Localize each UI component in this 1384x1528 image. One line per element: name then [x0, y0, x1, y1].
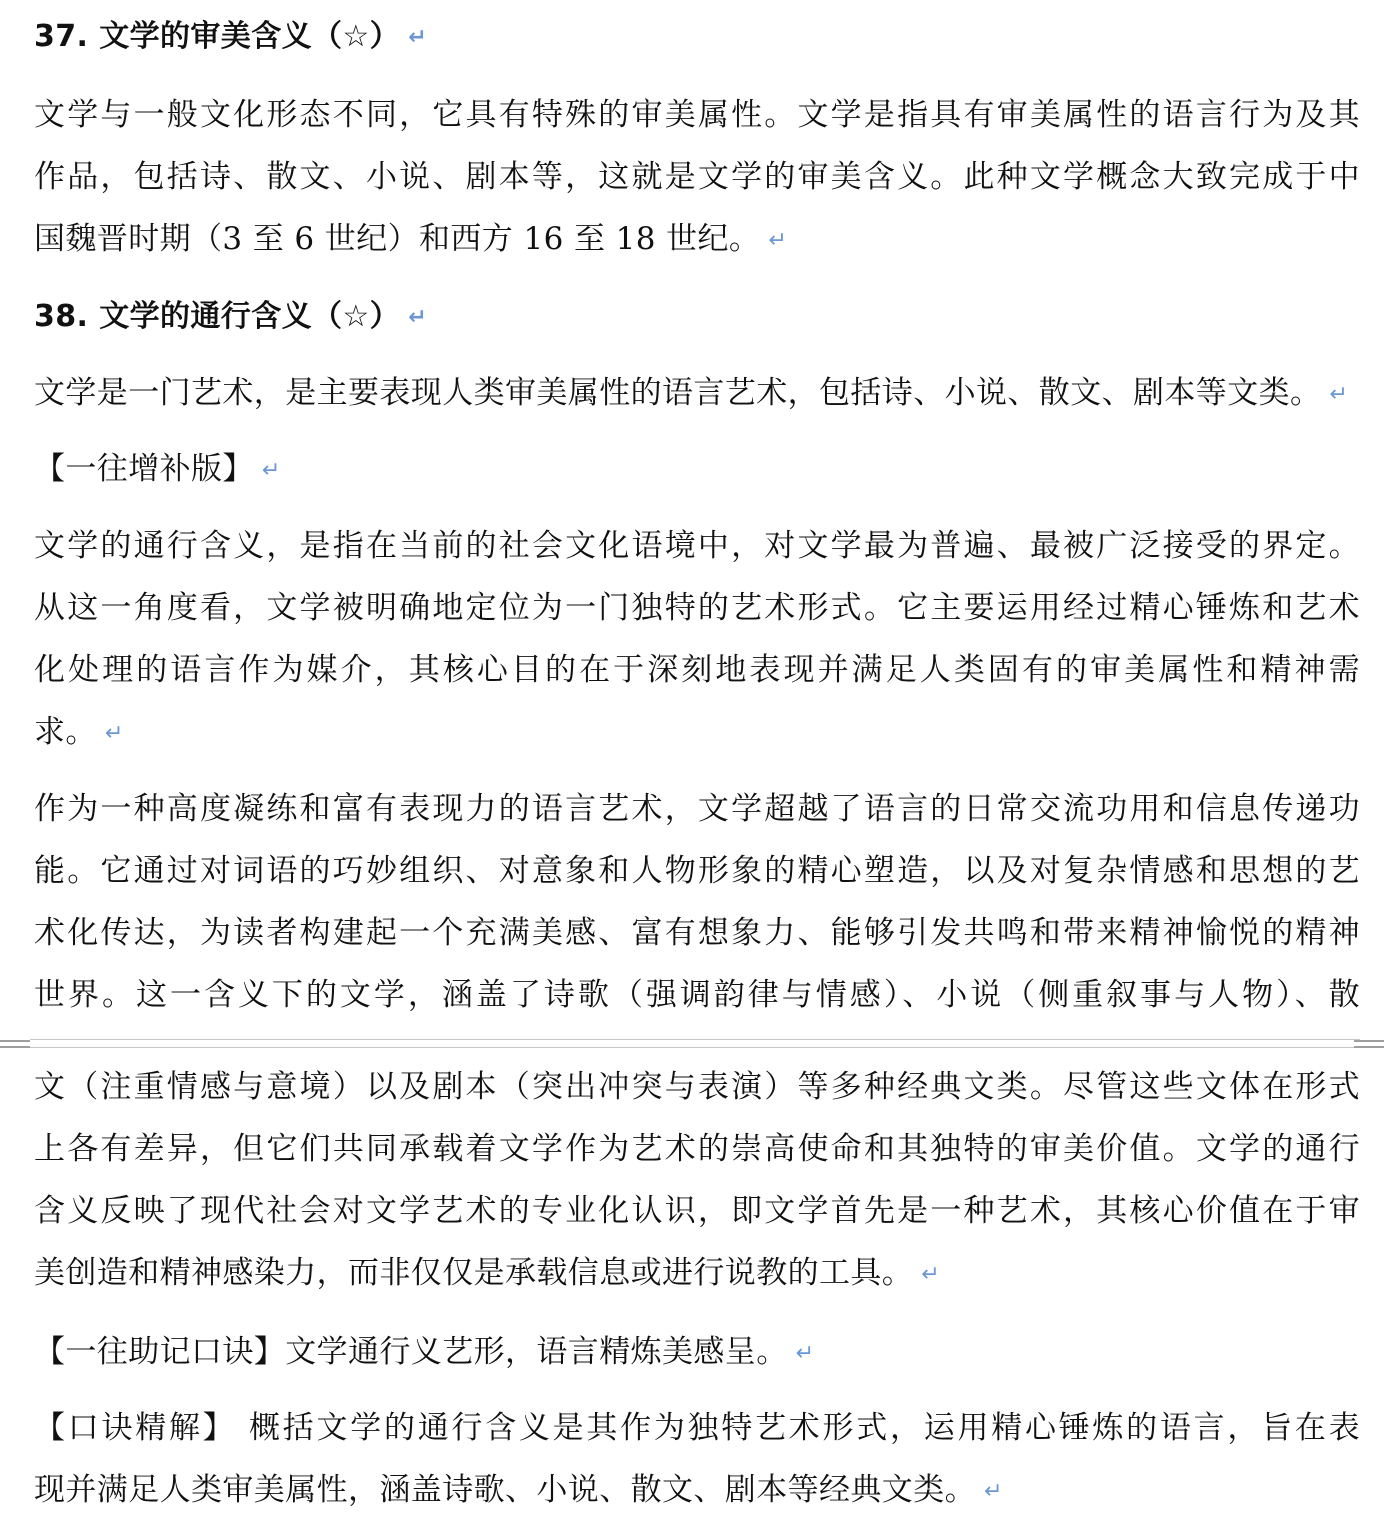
section-37-body	[34, 84, 1360, 270]
supplement-paragraph-1	[34, 515, 1360, 763]
body-line: 世界。这一含义下的文学，涵盖了诗歌（强调韵律与情感）、小说（侧重叙事与人物）、散	[34, 977, 1360, 1013]
body-line: 文学与一般文化形态不同，它具有特殊的审美属性。文学是指具有审美属性的语言行为及其	[34, 97, 1360, 133]
section-38-body	[34, 362, 1360, 424]
supplement-label-block	[34, 438, 1360, 500]
paragraph-mark-icon: ↵	[1329, 382, 1349, 407]
mnemonic-text: 【一往助记口诀】文学通行义艺形，语言精炼美感呈。	[34, 1334, 788, 1370]
body-line: 上各有差异，但它们共同承载着文学作为艺术的崇高使命和其独特的审美价值。文学的通行	[34, 1131, 1360, 1167]
body-line: 文学是一门艺术，是主要表现人类审美属性的语言艺术，包括诗、小说、散文、剧本等文类。	[34, 375, 1322, 411]
body-line: 从这一角度看，文学被明确地定位为一门独特的艺术形式。它主要运用经过精心锤炼和艺术	[34, 590, 1360, 626]
body-line: 文学的通行含义，是指在当前的社会文化语境中，对文学最为普遍、最被广泛接受的界定。	[34, 528, 1360, 564]
supplement-label: 【一往增补版】	[34, 451, 254, 487]
paragraph-mark-icon: ↵	[104, 721, 124, 746]
page-break	[0, 1037, 1384, 1053]
page-break-right-handle[interactable]	[1354, 1037, 1384, 1051]
body-line: 【口诀精解】 概括文学的通行含义是其作为独特艺术形式，运用精心锤炼的语言，旨在表	[34, 1410, 1360, 1446]
page-break-rule	[30, 1039, 1360, 1040]
paragraph-mark-icon: ↵	[984, 1479, 1003, 1504]
mnemonic-block	[34, 1321, 1360, 1383]
paragraph-mark-icon: ↵	[921, 1262, 941, 1287]
page-break-rule	[30, 1047, 1360, 1048]
paragraph-mark-icon: ↵	[795, 1341, 815, 1366]
body-line: 现并满足人类审美属性，涵盖诗歌、小说、散文、剧本等经典文类。	[34, 1472, 976, 1508]
body-line: 求。	[34, 714, 97, 750]
body-line: 能。它通过对词语的巧妙组织、对意象和人物形象的精心塑造，以及对复杂情感和思想的艺	[34, 853, 1360, 889]
paragraph-mark-icon: ↵	[261, 458, 281, 483]
section-38	[34, 286, 1360, 348]
paragraph-mark-icon: ↵	[408, 305, 427, 330]
paragraph-mark-icon: ↵	[768, 228, 788, 253]
body-line: 含义反映了现代社会对文学艺术的专业化认识，即文学首先是一种艺术，其核心价值在于审	[34, 1193, 1360, 1229]
explanation-block	[34, 1397, 1360, 1521]
body-line: 国魏晋时期（3 至 6 世纪）和西方 16 至 18 世纪。	[34, 221, 761, 257]
body-line: 美创造和精神感染力，而非仅仅是承载信息或进行说教的工具。	[34, 1255, 914, 1291]
section-38-heading: 38. 文学的通行含义（☆）	[34, 299, 401, 334]
section-37	[34, 6, 1360, 68]
supplement-paragraph-2-continued	[34, 1056, 1360, 1304]
paragraph-mark-icon: ↵	[408, 25, 427, 50]
page-break-left-handle[interactable]	[0, 1037, 30, 1051]
section-37-heading: 37. 文学的审美含义（☆）	[34, 19, 401, 54]
body-line: 作品，包括诗、散文、小说、剧本等，这就是文学的审美含义。此种文学概念大致完成于中	[34, 159, 1360, 195]
body-line: 文（注重情感与意境）以及剧本（突出冲突与表演）等多种经典文类。尽管这些文体在形式	[34, 1069, 1360, 1105]
supplement-paragraph-2	[34, 778, 1360, 1026]
body-line: 术化传达，为读者构建起一个充满美感、富有想象力、能够引发共鸣和带来精神愉悦的精神	[34, 915, 1360, 951]
body-line: 作为一种高度凝练和富有表现力的语言艺术，文学超越了语言的日常交流功用和信息传递功	[34, 791, 1360, 827]
body-line: 化处理的语言作为媒介，其核心目的在于深刻地表现并满足人类固有的审美属性和精神需	[34, 652, 1360, 688]
